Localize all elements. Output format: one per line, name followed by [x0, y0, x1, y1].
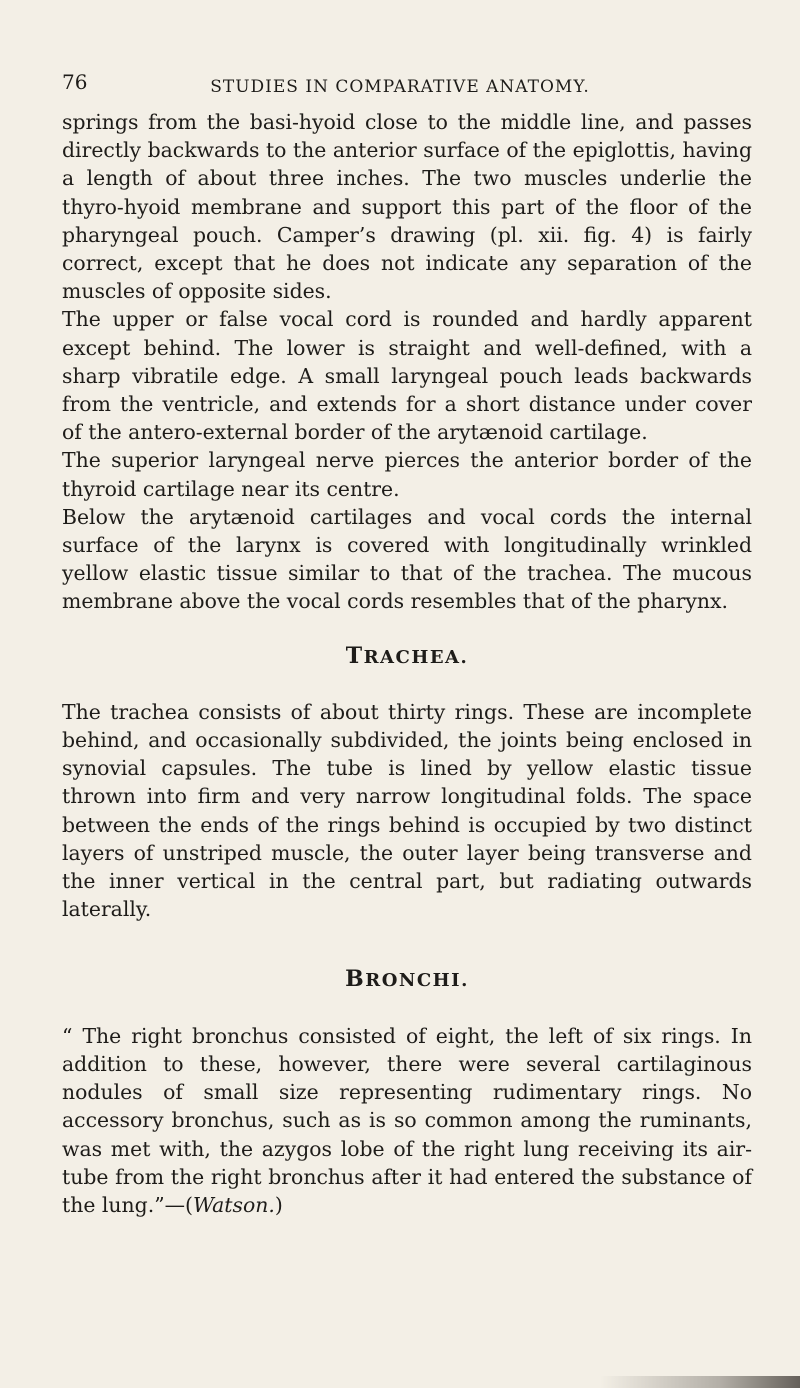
trachea-paragraph: The trachea consists of about thirty rings. These are incomplete behind, and occasionally subdivided, the joints being enclosed in synovial capsules. The tube is lined by yellow elastic tissue thrown into firm and very narrow longitudinal folds. The space between the ends of the rings behind is occupied by two distinct layers of unstriped muscle, the outer layer being transverse and the inner vertical in the central part, but radiating outwards laterally.: [62, 699, 752, 922]
section-heading-trachea: [62, 642, 752, 672]
paragraph-3: The superior laryngeal nerve pierces the anterior border of the thyroid cartilage near its centre.: [62, 448, 752, 501]
bronchi-heading-rest: RONCHI.: [365, 970, 469, 992]
trachea-heading-rest: RACHEA.: [363, 646, 469, 668]
section-heading-bronchi: [62, 965, 752, 995]
paragraph-2: The upper or false vocal cord is rounded and hardly apparent except behind. The lower is straight and well-defined, with a sharp vibratile edge. A small laryngeal pouch leads backwards from the ventricle, and extends for a short distance under cover of the antero-external border of the arytænoid cartilage.: [62, 307, 752, 445]
citation-author: Watson.: [192, 1192, 275, 1217]
body-text: [62, 108, 752, 1219]
running-head: STUDIES IN COMPARATIVE ANATOMY.: [210, 77, 590, 97]
bronchi-paragraph: [62, 1022, 752, 1219]
page-number: 76: [62, 70, 88, 94]
paragraph-1: springs from the basi-hyoid close to the middle line, and passes directly backwards to the anterior surface of the epiglottis, having a length of about three inches. The two muscles underlie the thyro-hyoid membrane and support this part of the floor of the pharyngeal pouch. Camper’s drawing (pl. xii. fig. 4) is fairly correct, except that he does not indicate any separation of the muscles of opposite sides.: [62, 110, 752, 304]
trachea-heading-initial: T: [345, 642, 364, 669]
bronchi-quote: “ The right bronchus consisted of eight, the left of six rings. In addition to these, however, there were several cartilaginous nodules of small size representing rudimentary rings. No accessory bronchus, such as is so common among the ruminants, was met with, the azygos lobe of the right lung receiving its air-tube from the right bronchus after it had entered the substance of the lung.”—(: [62, 1023, 752, 1217]
bronchi-heading-initial: B: [345, 966, 366, 993]
citation-close: ): [274, 1192, 283, 1217]
paragraph-4: Below the arytænoid cartilages and vocal cords the internal surface of the larynx is covered with longitudinally wrinkled yellow elastic tissue similar to that of the trachea. The mucous membrane above the vocal cords resembles that of the pharynx.: [62, 504, 752, 614]
scan-edge-shadow: [600, 1376, 800, 1388]
